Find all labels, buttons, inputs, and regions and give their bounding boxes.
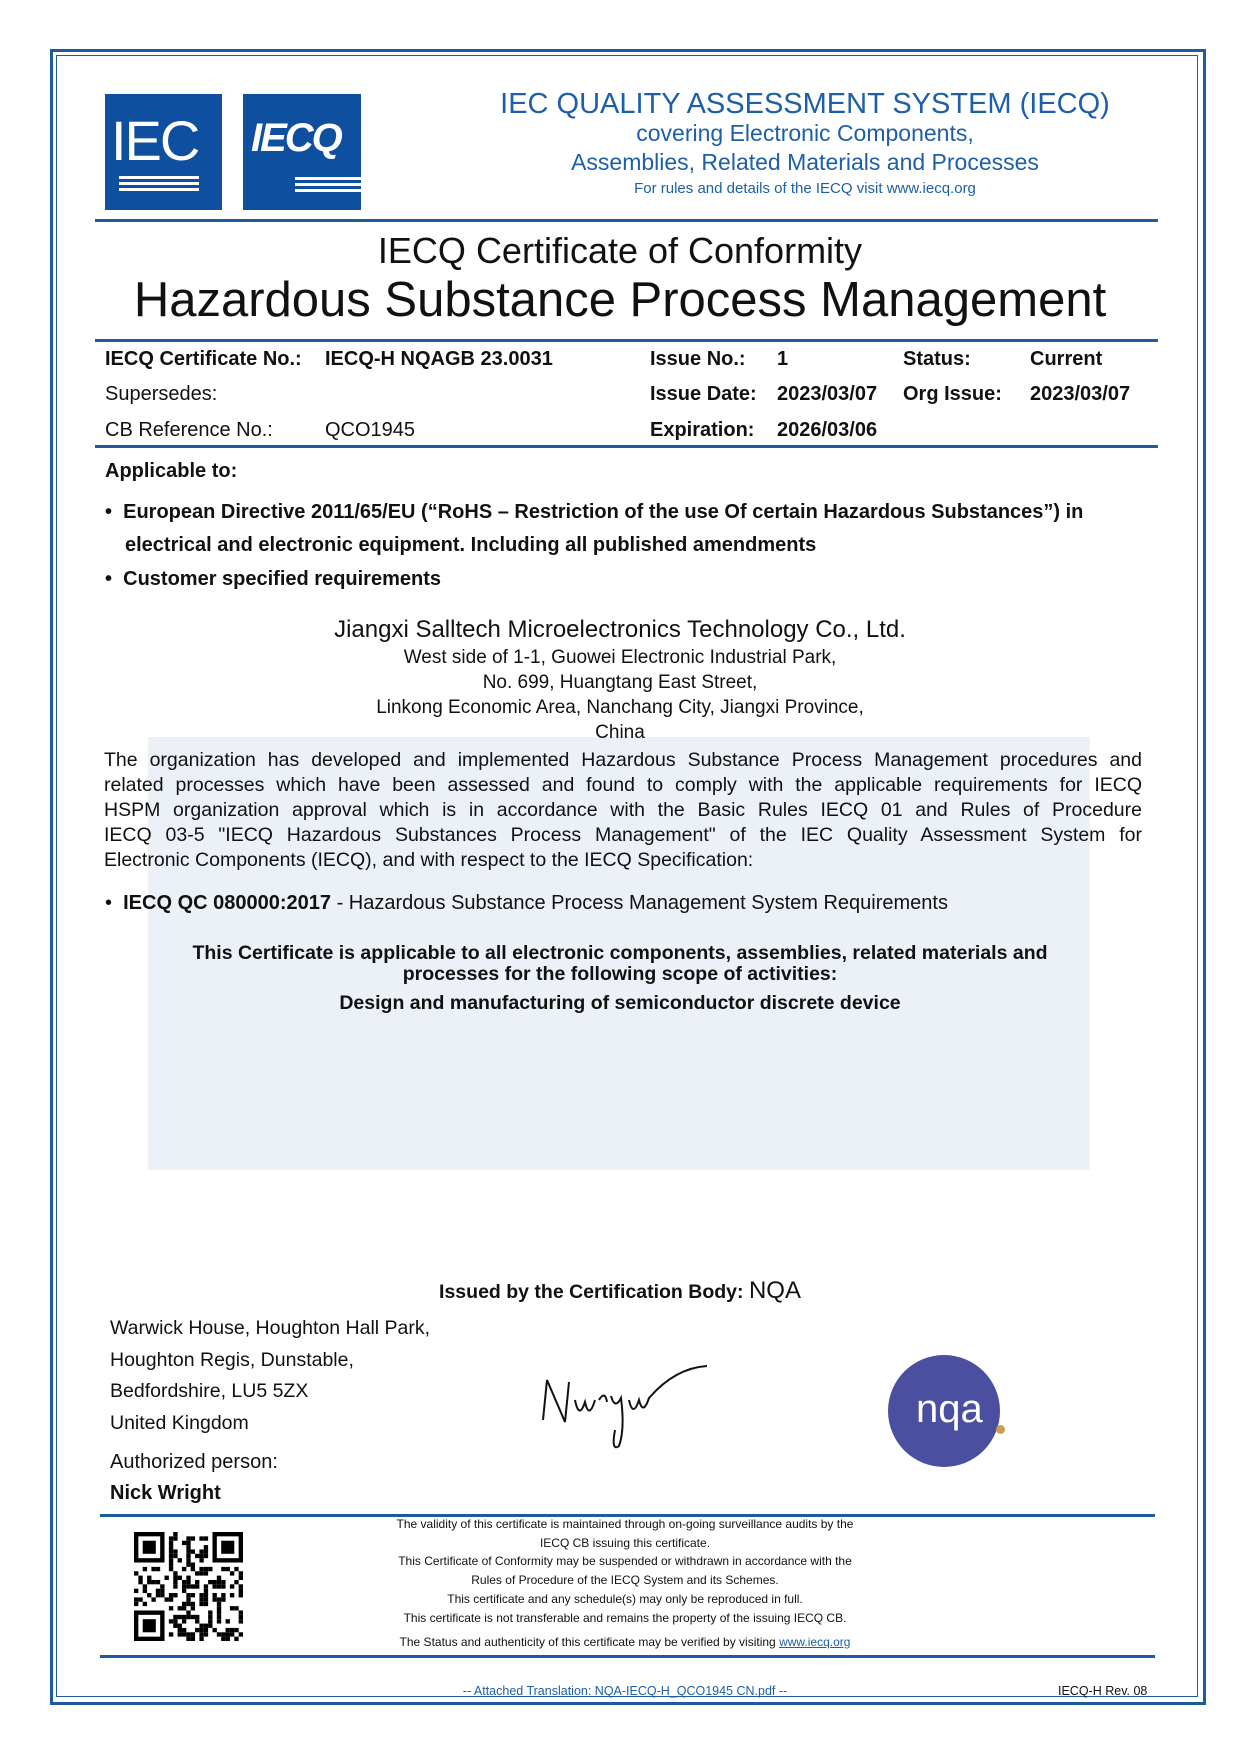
iec-logo: IEC bbox=[105, 94, 222, 210]
applicable-item-cont: electrical and electronic equipment. Including all published amendments bbox=[125, 534, 817, 556]
org-issue-label: Org Issue: bbox=[903, 383, 1002, 405]
cert-no-label: IECQ Certificate No.: bbox=[105, 348, 302, 370]
authorized-label: Authorized person: bbox=[110, 1451, 278, 1473]
divider bbox=[95, 445, 1158, 448]
org-issue-value: 2023/03/07 bbox=[1030, 383, 1131, 405]
status-value: Current bbox=[1030, 348, 1103, 370]
header-subtitle-2: Assemblies, Related Materials and Processes bbox=[571, 149, 1039, 175]
header-system-title: IEC QUALITY ASSESSMENT SYSTEM (IECQ) bbox=[500, 88, 1110, 120]
status-label: Status: bbox=[903, 348, 971, 370]
issue-date-value: 2023/03/07 bbox=[777, 383, 878, 405]
nqa-logo: nqa bbox=[888, 1355, 1000, 1467]
expiration-value: 2026/03/06 bbox=[777, 419, 878, 441]
supersedes-label: Supersedes: bbox=[105, 383, 218, 405]
issue-date-label: Issue Date: bbox=[650, 383, 757, 405]
iecq-logo: IECQ bbox=[243, 94, 361, 210]
applicable-label: Applicable to: bbox=[105, 460, 238, 482]
expiration-label: Expiration: bbox=[650, 419, 755, 441]
issuer-address: Warwick House, Houghton Hall Park, Houghton Regis, Dunstable, Bedfordshire, LU5 5ZX United Kingdom bbox=[110, 1317, 431, 1434]
certificate-title: IECQ Certificate of Conformity bbox=[377, 230, 863, 271]
signature bbox=[535, 1360, 715, 1460]
issued-by: Issued by the Certification Body: NQA bbox=[439, 1277, 801, 1304]
iecq-link[interactable]: www.iecq.org bbox=[779, 1635, 851, 1650]
applicable-item: • Customer specified requirements bbox=[105, 568, 441, 590]
header-rules-note: For rules and details of the IECQ visit www.iecq.org bbox=[634, 180, 976, 197]
qr-code[interactable] bbox=[134, 1532, 243, 1641]
organization-name: Jiangxi Salltech Microelectronics Technology Co., Ltd. bbox=[334, 616, 906, 643]
divider bbox=[95, 219, 1158, 222]
translation-note: -- Attached Translation: NQA-IECQ-H_QCO1945 CN.pdf -- bbox=[462, 1684, 788, 1698]
issue-no-label: Issue No.: bbox=[650, 348, 746, 370]
specification-item: • IECQ QC 080000:2017 - Hazardous Substance Process Management System Requirements bbox=[105, 892, 948, 914]
organization-address: West side of 1-1, Guowei Electronic Industrial Park, No. 699, Huangtang East Street, Linkong Economic Area, Nanchang City, Jiangxi Province, China bbox=[376, 647, 864, 743]
conformity-statement: The organization has developed and implemented Hazardous Substance Process Management procedures and related processes which have been assessed and found to comply with the applicable requirements for IECQ HSPM organization approval which is in accordance with the Basic Rules IECQ 01 and Rules of Procedure IECQ 03-5 "IECQ Hazardous Substances Process Management" of the IEC Quality Assessment System for Electronic Components (IECQ), and with respect to the IECQ Specification: bbox=[104, 749, 1142, 871]
authorized-name: Nick Wright bbox=[110, 1482, 221, 1504]
revision-label: IECQ-H Rev. 08 bbox=[1058, 1684, 1148, 1698]
validity-fineprint: The validity of this certificate is maintained through on-going surveillance audits by the IECQ CB issuing this certificate. This Certificate of Conformity may be suspended or withdrawn in accordance with the Rules of Procedure of the IECQ System and its Schemes. This certificate and any schedule(s) may only be reproduced in full. This certificate is not transferable and remains the property of the issuing IECQ CB. The Status and authenticity of this certificate may be verified by visiting www.iecq.org bbox=[396, 1517, 854, 1650]
applicable-item: • European Directive 2011/65/EU (“RoHS – Restriction of the use Of certain Hazardous Substances”) in bbox=[105, 501, 1084, 523]
cert-no-value: IECQ-H NQAGB 23.0031 bbox=[325, 348, 553, 370]
scope-statement: This Certificate is applicable to all electronic components, assemblies, related materials and processes for the following scope of activities: Design and manufacturing of semiconductor discrete device bbox=[192, 942, 1048, 1014]
certificate-subject: Hazardous Substance Process Management bbox=[133, 273, 1107, 327]
cb-ref-label: CB Reference No.: bbox=[105, 419, 273, 441]
issue-no-value: 1 bbox=[777, 348, 789, 370]
divider bbox=[95, 339, 1158, 342]
header-subtitle-1: covering Electronic Components, bbox=[636, 120, 974, 146]
divider bbox=[100, 1655, 1155, 1658]
cb-ref-value: QCO1945 bbox=[325, 419, 416, 441]
